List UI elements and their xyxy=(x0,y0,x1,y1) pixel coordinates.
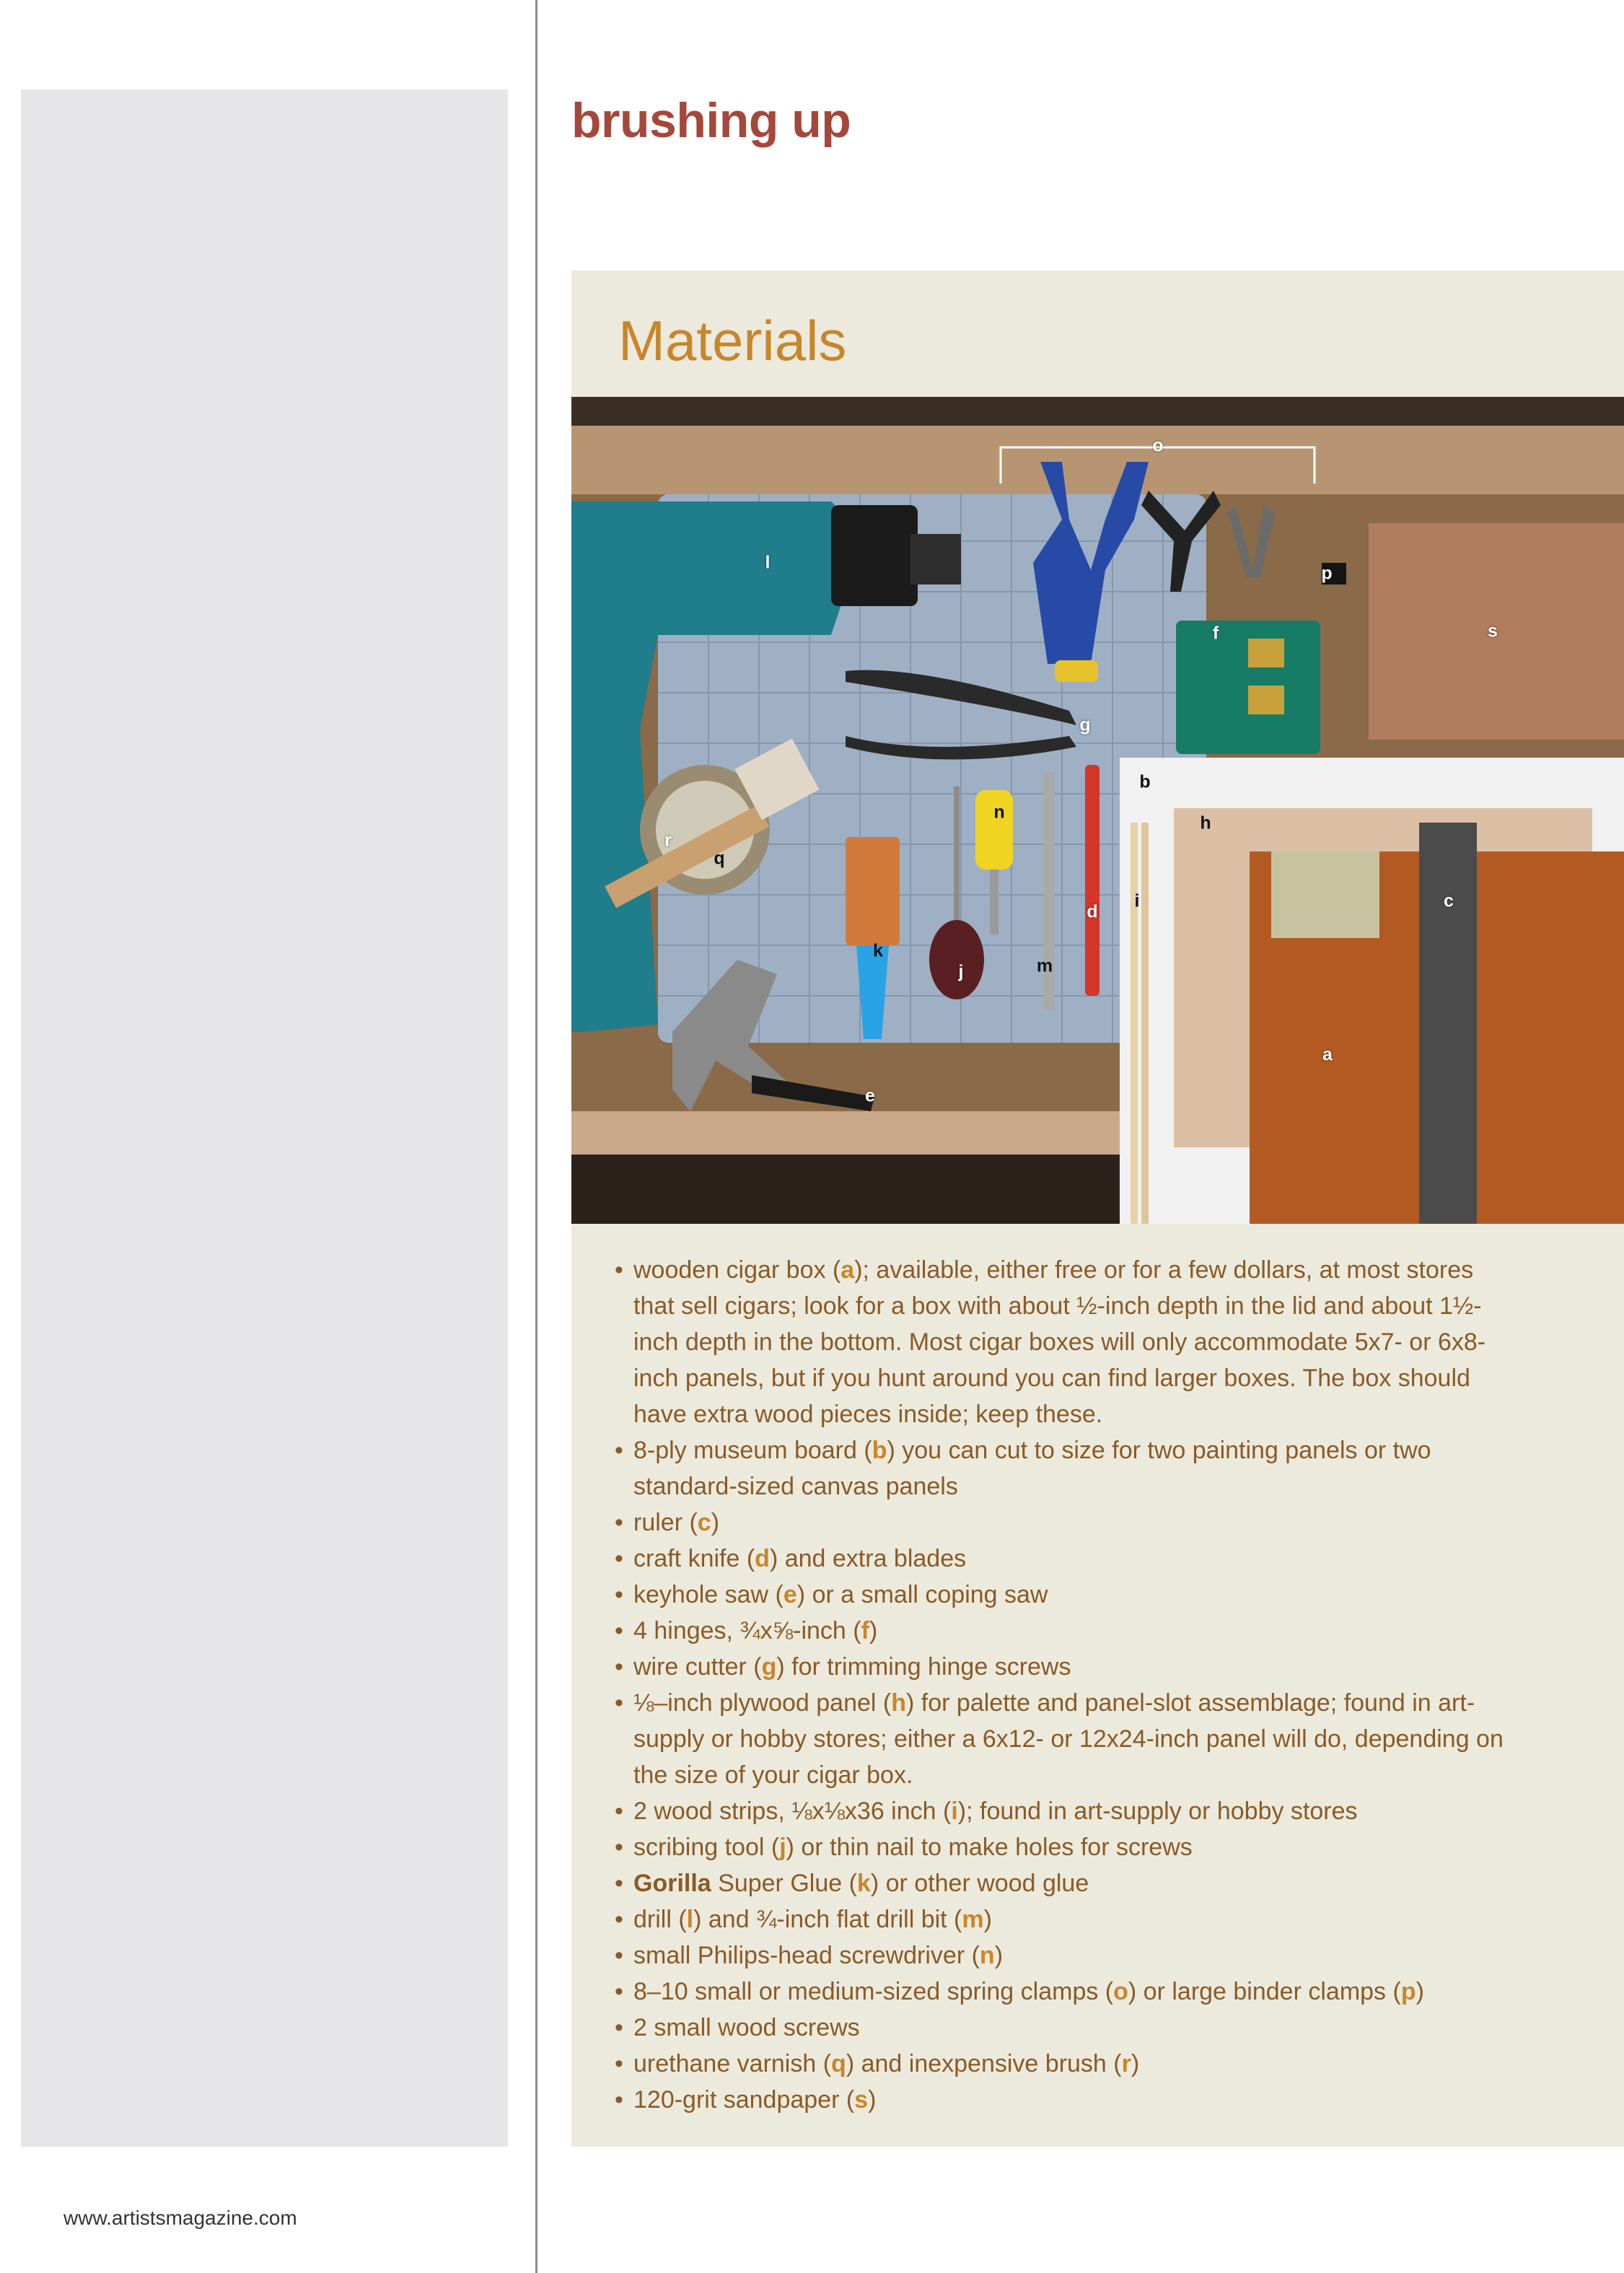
photo-label-g: g xyxy=(1079,714,1091,735)
materials-title: Materials xyxy=(618,309,847,372)
list-item: • drill (l) and ¾-inch flat drill bit (m) xyxy=(615,1901,1509,1937)
photo-label-r: r xyxy=(664,830,672,851)
materials-photo-art xyxy=(571,397,1624,1224)
photo-label-l: l xyxy=(765,552,771,573)
footer-url[interactable]: www.artistsmagazine.com xyxy=(63,2207,297,2229)
photo-label-h: h xyxy=(1200,813,1211,833)
photo-label-k: k xyxy=(873,940,883,961)
list-item: • small Philips-head screwdriver (n) xyxy=(615,1937,1509,1974)
photo-label-n: n xyxy=(993,802,1005,823)
photo-label-d: d xyxy=(1087,901,1098,922)
list-item: • keyhole saw (e) or a small coping saw xyxy=(615,1577,1509,1613)
photo-label-j: j xyxy=(958,961,964,982)
list-item: • ⅛–inch plywood panel (h) for palette and panel-slot assemblage; found in art-supply or hobby stores; either a 6x12- or 12x24-inch panel will do, depending on the size of your cigar box. xyxy=(615,1685,1509,1793)
list-item: • 4 hinges, ¾x⅝-inch (f) xyxy=(615,1613,1509,1649)
photo-label-a: a xyxy=(1322,1044,1333,1065)
column-divider xyxy=(535,0,537,2273)
list-item: • wire cutter (g) for trimming hinge screws xyxy=(615,1649,1509,1685)
list-item: • wooden cigar box (a); available, either free or for a few dollars, at most stores that sell cigars; look for a box with about ½-inch depth in the lid and about 1½-inch depth in the bottom. Most cigar boxes will only accommodate 5x7- or 6x8-inch panels, but if you hunt around you can find larger boxes. The box should have extra wood pieces inside; keep these. xyxy=(615,1252,1509,1432)
photo-label-i: i xyxy=(1134,890,1140,911)
photo-label-q: q xyxy=(714,848,725,869)
list-item: • scribing tool (j) or thin nail to make holes for screws xyxy=(615,1829,1509,1865)
list-item: • urethane varnish (q) and inexpensive brush (r) xyxy=(615,2046,1509,2082)
materials-photo xyxy=(571,397,1624,1224)
photo-label-f: f xyxy=(1212,623,1219,644)
section-title: brushing up xyxy=(571,93,851,148)
list-item: • 2 wood strips, ⅛x⅛x36 inch (i); found in art-supply or hobby stores xyxy=(615,1793,1509,1829)
list-item: • 120-grit sandpaper (s) xyxy=(615,2082,1509,2118)
side-panel xyxy=(21,89,508,2147)
list-item: • 8–10 small or medium-sized spring clamps (o) or large binder clamps (p) xyxy=(615,1974,1509,2010)
photo-label-o: o xyxy=(1152,435,1164,456)
photo-label-m: m xyxy=(1036,955,1053,976)
photo-label-c: c xyxy=(1444,890,1454,911)
list-item: • Gorilla Super Glue (k) or other wood glue xyxy=(615,1865,1509,1901)
list-item: • 2 small wood screws xyxy=(615,2010,1509,2046)
list-item: • 8-ply museum board (b) you can cut to size for two painting panels or two standard-sized canvas panels xyxy=(615,1432,1509,1505)
photo-label-s: s xyxy=(1488,621,1498,641)
materials-list xyxy=(615,1252,1509,2118)
list-item: • ruler (c) xyxy=(615,1505,1509,1541)
photo-label-b: b xyxy=(1139,771,1151,792)
photo-label-p: p xyxy=(1321,563,1333,584)
photo-label-e: e xyxy=(865,1085,875,1106)
list-item: • craft knife (d) and extra blades xyxy=(615,1541,1509,1577)
materials-box xyxy=(571,271,1624,2147)
